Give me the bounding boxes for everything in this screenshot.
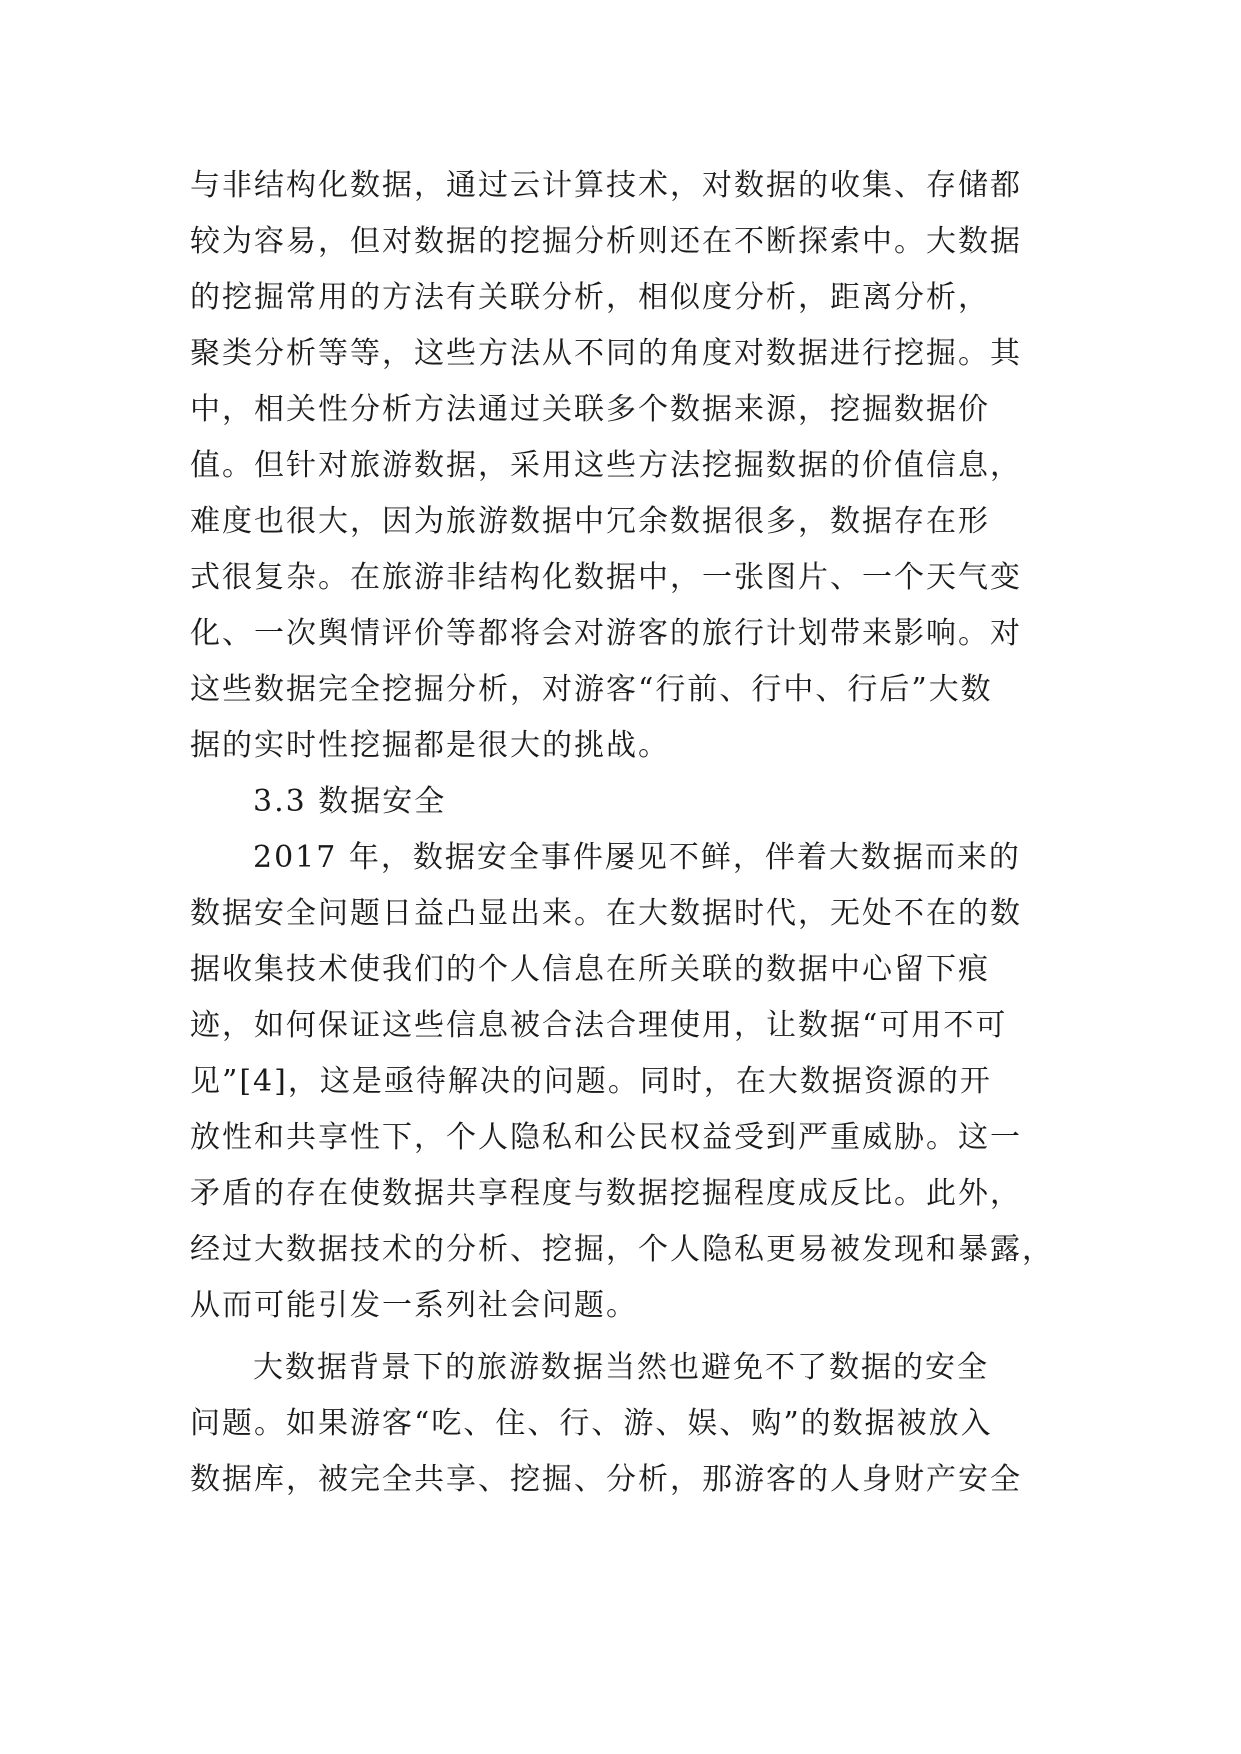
- paragraph-line: 问题。如果游客“吃、住、行、游、娱、购”的数据被放入: [190, 1406, 993, 1441]
- paragraph-line: 据的实时性挖掘都是很大的挑战。: [190, 728, 670, 763]
- paragraph-line: 化、一次舆情评价等都将会对游客的旅行计划带来影响。对: [190, 616, 1022, 651]
- paragraph-line: 与非结构化数据，通过云计算技术，对数据的收集、存储都: [190, 168, 1022, 203]
- paragraph-line: 的挖掘常用的方法有关联分析，相似度分析，距离分析，: [190, 280, 990, 315]
- paragraph-line: 这些数据完全挖掘分析，对游客“行前、行中、行后”大数: [190, 672, 993, 707]
- paragraph-line: 式很复杂。在旅游非结构化数据中，一张图片、一个天气变: [190, 560, 1022, 595]
- paragraph-line: 迹，如何保证这些信息被合法合理使用，让数据“可用不可: [190, 1008, 1008, 1043]
- paragraph-2: [190, 830, 1060, 1334]
- paragraph-line: 2017 年，数据安全事件屡见不鲜，伴着大数据而来的: [253, 840, 1021, 875]
- section-heading: 3.3 数据安全: [253, 784, 447, 819]
- paragraph-line: 大数据背景下的旅游数据当然也避免不了数据的安全: [253, 1350, 989, 1385]
- document-body: [190, 158, 1060, 1508]
- paragraph-line: 中，相关性分析方法通过关联多个数据来源，挖掘数据价: [190, 392, 990, 427]
- paragraph-line: 从而可能引发一系列社会问题。: [190, 1288, 638, 1323]
- paragraph-line: 见”[4]，这是亟待解决的问题。同时，在大数据资源的开: [190, 1064, 992, 1099]
- paragraph-line: 放性和共享性下，个人隐私和公民权益受到严重威胁。这一: [190, 1120, 1022, 1155]
- paragraph-line: 数据安全问题日益凸显出来。在大数据时代，无处不在的数: [190, 896, 1022, 931]
- paragraph-1: [190, 158, 1060, 774]
- paragraph-line: 据收集技术使我们的个人信息在所关联的数据中心留下痕: [190, 952, 990, 987]
- paragraph-line: 难度也很大，因为旅游数据中冗余数据很多，数据存在形: [190, 504, 990, 539]
- paragraph-line: 值。但针对旅游数据，采用这些方法挖掘数据的价值信息，: [190, 448, 1022, 483]
- paragraph-line: 经过大数据技术的分析、挖掘，个人隐私更易被发现和暴露，: [190, 1232, 1054, 1267]
- paragraph-line: 聚类分析等等，这些方法从不同的角度对数据进行挖掘。其: [190, 336, 1022, 371]
- paragraph-line: 较为容易，但对数据的挖掘分析则还在不断探索中。大数据: [190, 224, 1022, 259]
- paragraph-line: 矛盾的存在使数据共享程度与数据挖掘程度成反比。此外，: [190, 1176, 1022, 1211]
- paragraph-3: [190, 1340, 1060, 1508]
- paragraph-line: 数据库，被完全共享、挖掘、分析，那游客的人身财产安全: [190, 1462, 1022, 1497]
